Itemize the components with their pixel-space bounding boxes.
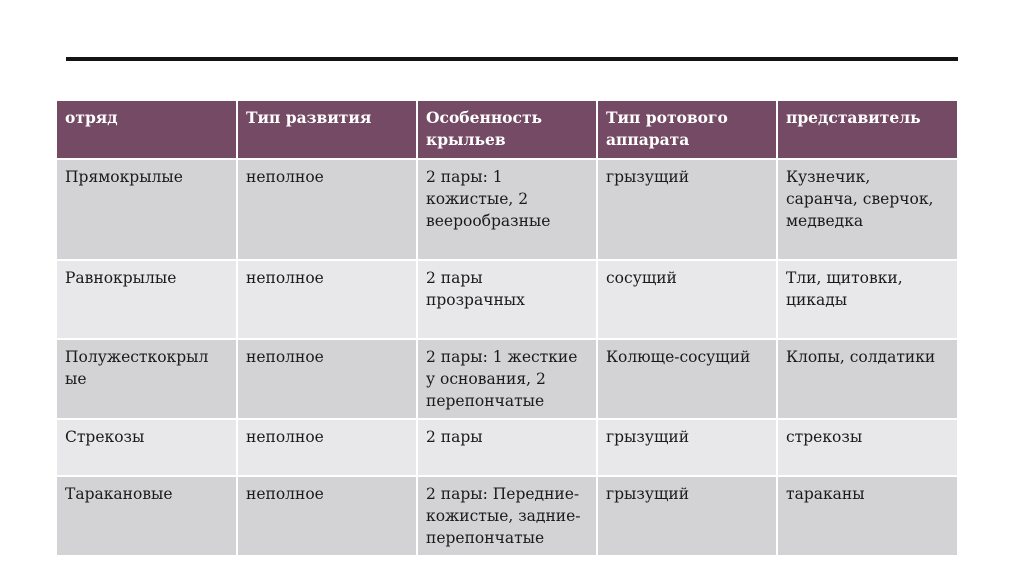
cell-wing-feature: 2 пары (417, 419, 597, 476)
cell-development-type: неполное (237, 159, 417, 260)
cell-development-type: неполное (237, 260, 417, 339)
cell-order: Стрекозы (57, 419, 237, 476)
table-row (57, 339, 958, 419)
cell-development-type: неполное (237, 339, 417, 419)
cell-wing-feature: 2 пары: 1 кожистые, 2 веерообразные (417, 159, 597, 260)
cell-wing-feature: 2 пары прозрачных (417, 260, 597, 339)
cell-development-type: неполное (237, 419, 417, 476)
table-row (57, 419, 958, 476)
header-representative: представитель (777, 101, 958, 159)
cell-wing-feature: 2 пары: 1 жесткие у основания, 2 перепончатые (417, 339, 597, 419)
header-wing-feature: Особенность крыльев (417, 101, 597, 159)
cell-mouthparts-type: грызущий (597, 159, 777, 260)
cell-representative: стрекозы (777, 419, 958, 476)
table-row (57, 476, 958, 556)
cell-mouthparts-type: сосущий (597, 260, 777, 339)
cell-order: Полужесткокрыл ые (57, 339, 237, 419)
cell-representative: тараканы (777, 476, 958, 556)
cell-mouthparts-type: Колюще-сосущий (597, 339, 777, 419)
cell-development-type: неполное (237, 476, 417, 556)
cell-order: Равнокрылые (57, 260, 237, 339)
cell-mouthparts-type: грызущий (597, 419, 777, 476)
cell-representative: Тли, щитовки, цикады (777, 260, 958, 339)
cell-wing-feature: 2 пары: Передние- кожистые, задние- перепончатые (417, 476, 597, 556)
table-row (57, 260, 958, 339)
title-divider-line (66, 57, 958, 61)
header-mouthparts-type: Тип ротового аппарата (597, 101, 777, 159)
cell-representative: Клопы, солдатики (777, 339, 958, 419)
cell-representative: Кузнечик, саранча, сверчок, медведка (777, 159, 958, 260)
table-row (57, 159, 958, 260)
cell-order: Таракановые (57, 476, 237, 556)
table-header-row (57, 101, 958, 159)
insect-orders-table (57, 101, 959, 557)
cell-order: Прямокрылые (57, 159, 237, 260)
cell-mouthparts-type: грызущий (597, 476, 777, 556)
header-development-type: Тип развития (237, 101, 417, 159)
header-order: отряд (57, 101, 237, 159)
